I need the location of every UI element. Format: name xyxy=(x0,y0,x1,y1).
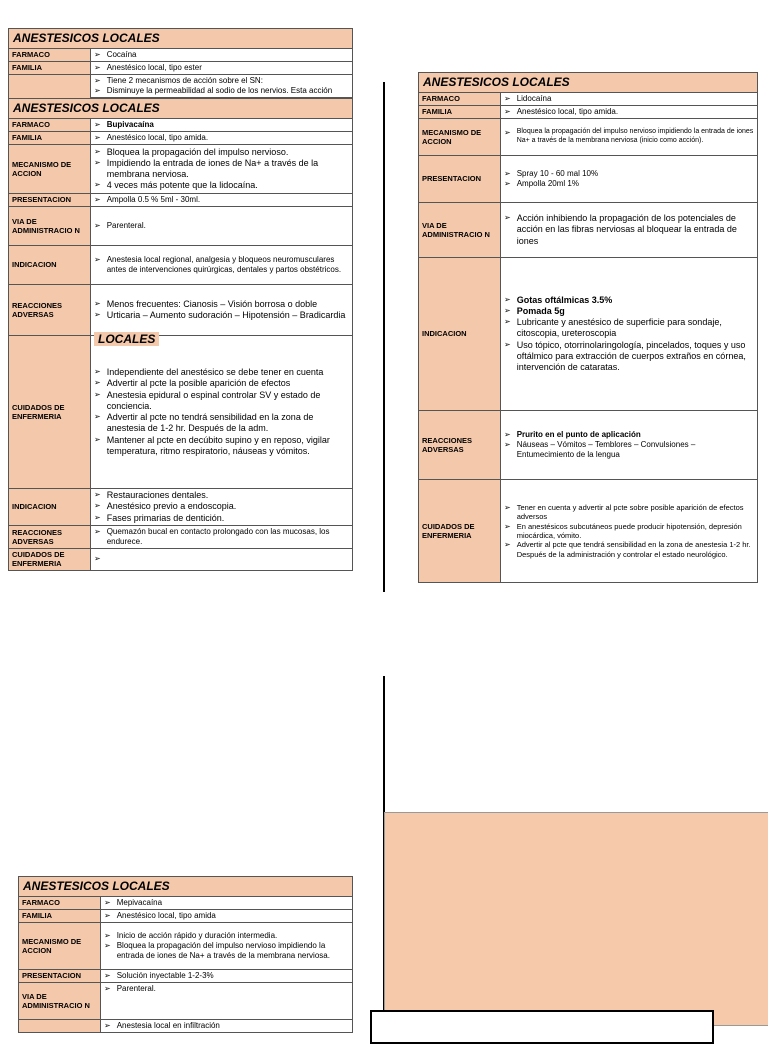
label-presentacion: PRESENTACION xyxy=(9,194,91,207)
overlap-title-locales: LOCALES xyxy=(94,332,159,346)
lidocaina-cuidados-1: Tener en cuenta y advertir al pcte sobre posible aparición de efectos adversos xyxy=(516,502,744,522)
block2-indicacion-1: Restauraciones dentales. xyxy=(106,490,209,501)
arrow-icon: ➢ xyxy=(504,169,511,178)
label-cuidados: CUIDADOS DE ENFERMERIA xyxy=(9,336,91,489)
arrow-icon: ➢ xyxy=(94,434,101,444)
bupivacaina-via: Parenteral. xyxy=(106,221,146,230)
arrow-icon: ➢ xyxy=(94,146,101,156)
lidocaina-indicacion-3: Lubricante y anestésico de superficie para sondaje, citoscopia, ureteroscopia xyxy=(516,317,722,339)
lidocaina-farmaco: Lidocaína xyxy=(516,94,552,103)
arrow-icon: ➢ xyxy=(104,898,111,907)
arrow-icon: ➢ xyxy=(504,339,511,349)
arrow-icon: ➢ xyxy=(94,195,101,204)
arrow-icon: ➢ xyxy=(104,971,111,980)
arrow-icon: ➢ xyxy=(94,378,101,388)
arrow-icon: ➢ xyxy=(94,298,101,308)
lidocaina-familia: Anestésico local, tipo amida. xyxy=(516,107,619,116)
cocaina-table xyxy=(8,28,353,98)
label-farmaco: FARMACO xyxy=(9,49,91,62)
arrow-icon: ➢ xyxy=(504,430,511,439)
label-familia: FAMILIA xyxy=(419,106,501,119)
label-presentacion: PRESENTACION xyxy=(419,156,501,203)
lidocaina-presentacion-2: Ampolla 20ml 1% xyxy=(516,179,579,188)
arrow-icon: ➢ xyxy=(94,389,101,399)
arrow-icon: ➢ xyxy=(504,294,511,304)
arrow-icon: ➢ xyxy=(94,50,101,59)
mepivacaina-mecanismo-2: Bloquea la propagación del impulso nervioso impidiendo la entrada de iones de Na+ a través de la membrana nerviosa. xyxy=(116,941,330,960)
lidocaina-reacciones-1: Prurito en el punto de aplicación xyxy=(516,430,641,439)
arrow-icon: ➢ xyxy=(94,76,101,85)
mepivacaina-familia: Anestésico local, tipo amida xyxy=(116,911,216,920)
table-title: ANESTESICOS LOCALES xyxy=(419,73,758,93)
block2-reacciones-1: Quemazón bucal en contacto prolongado con las mucosas, los endurece. xyxy=(106,527,330,546)
label-farmaco: FARMACO xyxy=(9,119,91,132)
arrow-icon: ➢ xyxy=(104,1021,111,1030)
bupivacaina-cuidados-4: Advertir al pcte no tendrá sensibilidad en la zona de anestesia de 1-2 hr. Después de la adm. xyxy=(106,412,314,434)
bupivacaina-cuidados-1: Independiente del anestésico se debe tener en cuenta xyxy=(106,367,324,377)
label-indicacion: INDICACION xyxy=(9,246,91,285)
lidocaina-mecanismo: Bloquea la propagación del impulso nervioso impidiendo la entrada de iones Na+ a través de la membrana nerviosa (inicio como acción). xyxy=(516,128,754,144)
mepivacaina-farmaco: Mepivacaína xyxy=(116,898,163,907)
arrow-icon: ➢ xyxy=(94,310,101,319)
mepivacaina-via: Parenteral. xyxy=(116,984,156,993)
arrow-icon: ➢ xyxy=(504,502,511,512)
bupivacaina-cuidados-3: Anestesia epidural o espinal controlar SV y estado de conciencia. xyxy=(106,389,321,411)
sheet-top-left xyxy=(8,28,353,571)
mepivacaina-table xyxy=(18,876,353,1033)
arrow-icon: ➢ xyxy=(94,63,101,72)
mepivacaina-mecanismo-1: Inicio de acción rápido y duración intermedia. xyxy=(116,931,278,940)
arrow-icon: ➢ xyxy=(94,221,101,230)
table-title: ANESTESICOS LOCALES xyxy=(9,99,353,119)
cover-card xyxy=(384,812,768,1026)
arrow-icon: ➢ xyxy=(104,931,111,940)
arrow-icon: ➢ xyxy=(504,94,511,103)
arrow-icon: ➢ xyxy=(504,213,511,223)
arrow-icon: ➢ xyxy=(104,984,111,993)
mepivacaina-presentacion: Solución inyectable 1-2-3% xyxy=(116,971,214,980)
arrow-icon: ➢ xyxy=(94,490,101,500)
mepivacaina-indicacion: Anestesia local en infiltración xyxy=(116,1021,220,1030)
label-farmaco: FARMACO xyxy=(19,897,101,910)
lidocaina-cuidados-2: En anestésicos subcutáneos puede producir hipotensión, depresión miocárdica, vómito. xyxy=(516,521,742,540)
sheet-top-right xyxy=(418,72,758,583)
bupivacaina-mecanismo-1: Bloquea la propagación del impulso nervioso. xyxy=(106,146,289,157)
label-indicacion-2: INDICACION xyxy=(9,489,91,526)
lidocaina-indicacion-4: Uso tópico, otorrinolaringología, pincelados, toques y uso oftálmico para extracción de cuerpos extraños en córnea, intervención de cataratas. xyxy=(516,339,746,373)
lidocaina-presentacion-1: Spray 10 - 60 mal 10% xyxy=(516,169,599,178)
bupivacaina-presentacion: Ampolla 0.5 % 5ml - 30ml. xyxy=(106,195,201,204)
cocaina-farmaco: Cocaína xyxy=(106,50,137,59)
label-cuidados: CUIDADOS DE ENFERMERIA xyxy=(419,480,501,583)
arrow-icon: ➢ xyxy=(504,317,511,327)
table-title: ANESTESICOS LOCALES xyxy=(19,877,353,897)
block2-indicacion-3: Fases primarias de dentición. xyxy=(106,512,225,523)
label-presentacion: PRESENTACION xyxy=(19,970,101,983)
label-mecanismo: MECANISMO DE ACCION xyxy=(419,119,501,156)
cover-title-box xyxy=(370,1010,714,1044)
arrow-icon: ➢ xyxy=(94,255,101,264)
bupivacaina-table xyxy=(8,98,353,571)
arrow-icon: ➢ xyxy=(94,86,101,95)
cocaina-familia: Anestésico local, tipo ester xyxy=(106,63,202,72)
bupivacaina-mecanismo-2: Impidiendo la entrada de iones de Na+ a través de la membrana nerviosa. xyxy=(106,157,319,179)
arrow-icon: ➢ xyxy=(504,305,511,315)
arrow-icon: ➢ xyxy=(504,179,511,188)
bupivacaina-indicacion: Anestesia local regional, analgesia y bloqueos neuromusculares antes de intervenciones quirúrgicas, dentales y partos obstétricos. xyxy=(106,255,342,274)
bupivacaina-familia: Anestésico local, tipo amida. xyxy=(106,133,209,142)
label-mecanismo: MECANISMO DE ACCION xyxy=(9,145,91,194)
sheet-bottom-left xyxy=(18,876,353,1033)
arrow-icon: ➢ xyxy=(94,412,101,421)
arrow-icon: ➢ xyxy=(104,941,111,950)
label-farmaco: FARMACO xyxy=(419,93,501,106)
label-via: VIA DE ADMINISTRACIO N xyxy=(19,983,101,1020)
arrow-icon: ➢ xyxy=(94,180,101,190)
separator-line-top xyxy=(383,82,385,592)
lidocaina-indicacion-2: Pomada 5g xyxy=(516,305,565,316)
cocaina-mecanismo-1: Tiene 2 mecanismos de acción sobre el SN: xyxy=(106,76,263,85)
arrow-icon: ➢ xyxy=(94,157,101,167)
bupivacaina-reacciones-1: Menos frecuentes: Cianosis – Visión borrosa o doble xyxy=(106,298,318,309)
arrow-icon: ➢ xyxy=(94,512,101,522)
arrow-icon: ➢ xyxy=(94,367,101,376)
lidocaina-indicacion-1: Gotas oftálmicas 3.5% xyxy=(516,294,613,305)
lidocaina-via: Acción inhibiendo la propagación de los potenciales de acción en las fibras nerviosas al bloquear la entrada de iones xyxy=(516,213,737,246)
block2-indicacion-2: Anestésico previo a endoscopia. xyxy=(106,501,237,512)
label-reacciones: REACCIONES ADVERSAS xyxy=(9,285,91,336)
arrow-icon: ➢ xyxy=(504,521,511,531)
bupivacaina-farmaco: Bupivacaína xyxy=(106,120,154,129)
label-via: VIA DE ADMINISTRACIO N xyxy=(419,203,501,258)
label-reacciones-2: REACCIONES ADVERSAS xyxy=(9,526,91,549)
arrow-icon: ➢ xyxy=(94,527,101,536)
label-mecanismo: MECANISMO DE ACCION xyxy=(19,923,101,970)
arrow-icon: ➢ xyxy=(504,107,511,116)
arrow-icon: ➢ xyxy=(94,501,101,511)
arrow-icon: ➢ xyxy=(504,540,511,550)
label-familia: FAMILIA xyxy=(9,132,91,145)
label-indicacion: INDICACION xyxy=(419,258,501,411)
bupivacaina-cuidados-5: Mantener al pcte en decúbito supino y en reposo, vigilar temperatura, ritmo respiratorio, náuseas y vómitos. xyxy=(106,434,330,456)
arrow-icon: ➢ xyxy=(94,133,101,142)
cocaina-mecanismo-2: Disminuye la permeabilidad al sodio de los nervios. Esta acción xyxy=(106,86,333,95)
lidocaina-table xyxy=(418,72,758,583)
arrow-icon: ➢ xyxy=(504,440,511,449)
label-reacciones: REACCIONES ADVERSAS xyxy=(419,411,501,480)
lidocaina-cuidados-3: Advertir al pcte que tendrá sensibilidad en la zona de anestesia 1-2 hr. Después de la administración y controlar el estado neurológico. xyxy=(516,540,751,559)
label-familia: FAMILIA xyxy=(9,62,91,75)
arrow-icon: ➢ xyxy=(94,120,101,129)
bupivacaina-mecanismo-3: 4 veces más potente que la lidocaína. xyxy=(106,180,258,191)
lidocaina-reacciones-2: Náuseas – Vómitos – Temblores – Convulsiones – Entumecimiento de la lengua xyxy=(516,440,696,459)
label-familia: FAMILIA xyxy=(19,910,101,923)
arrow-icon: ➢ xyxy=(104,911,111,920)
label-cuidados-2: CUIDADOS DE ENFERMERIA xyxy=(9,549,91,571)
label-indicacion xyxy=(19,1020,101,1033)
bupivacaina-cuidados-2: Advertir al pcte la posible aparición de efectos xyxy=(106,378,291,389)
table-title: ANESTESICOS LOCALES xyxy=(9,29,353,49)
arrow-icon: ➢ xyxy=(94,554,101,564)
bupivacaina-reacciones-2: Urticaria – Aumento sudoración – Hipotensión – Bradicardia xyxy=(106,310,346,320)
arrow-icon: ➢ xyxy=(504,128,511,138)
label-via: VIA DE ADMINISTRACIO N xyxy=(9,207,91,246)
